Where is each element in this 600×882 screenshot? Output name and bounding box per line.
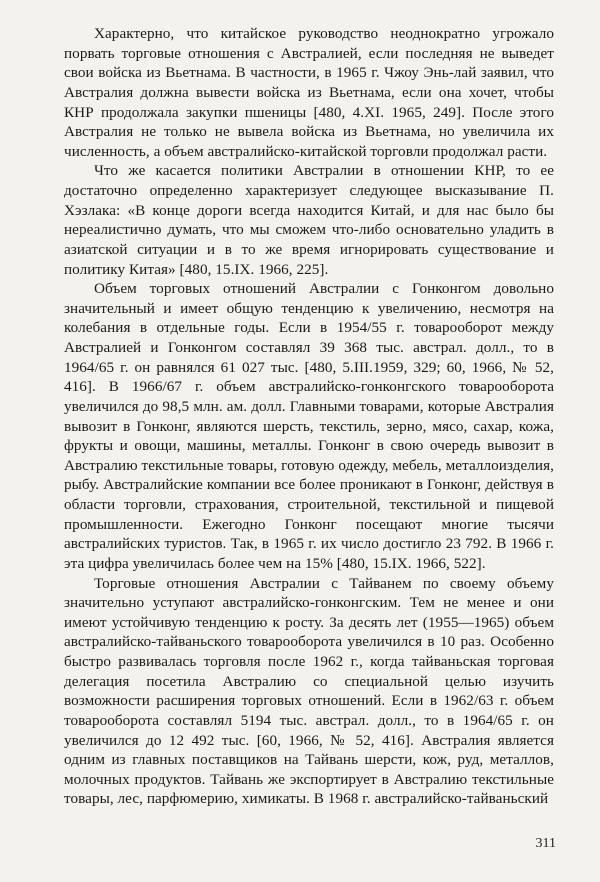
page-body bbox=[64, 24, 554, 809]
paragraph-hong-kong-trade: Объем торговых отношений Австралии с Гонконгом довольно значительный и имеет общую тенденцию к увеличению, несмотря на колебания в отдельные годы. Если в 1954/55 г. товарооборот между Австралией и Гонконгом составлял 39 368 тыс. австрал. долл., то в 1964/65 г. он равнялся 61 027 тыс. [480, 5.III.1959, 329; 60, 1966, № 52, 416]. В 1966/67 г. объем австралийско-гонконгского товарооборота увеличился до 98,5 млн. ам. долл. Главными товарами, которые Австралия вывозит в Гонконг, являются шерсть, текстиль, зерно, мясо, сахар, кожа, фрукты и овощи, машины, металлы. Гонконг в свою очередь вывозит в Австралию текстильные товары, готовую одежду, мебель, металлоизделия, рыбу. Австралийские компании все более проникают в Гонконг, действуя в области торговли, страхования, строительной, текстильной и пищевой промышленности. Ежегодно Гонконг посещают многие тысячи австралийских туристов. Так, в 1965 г. их число достигло 23 792. В 1966 г. эта цифра увеличилась более чем на 15% [480, 15.IX. 1966, 522]. bbox=[64, 280, 554, 572]
paragraph-taiwan-trade: Торговые отношения Австралии с Тайванем по своему объему значительно уступают австралийско-гонконгским. Тем не менее и они имеют устойчивую тенденцию к росту. За десять лет (1955—1965) объем австралийско-тайваньского товарооборота увеличился в 10 раз. Особенно быстро развивалась торговля после 1962 г., когда тайваньская торговая делегация посетила Австралию со специальной целью изучить возможности расширения торговых отношений. Если в 1962/63 г. объем товарооборота составлял 5194 тыс. австрал. долл., то в 1964/65 г. он увеличился до 12 492 тыс. [60, 1966, № 52, 416]. Австралия является одним из главных поставщиков на Тайвань шерсти, кож, руд, металлов, молочных продуктов. Тайвань же экспортирует в Австралию текстильные товары, лес, парфюмерию, химикаты. В 1968 г. австралийско-тайваньский bbox=[64, 574, 554, 808]
paragraph-australia-policy-prc: Что же касается политики Австралии в отношении КНР, то ее достаточно определенно характеризует следующее высказывание П. Хэзлака: «В конце дороги всегда находится Китай, и для нас было бы нереалистично думать, что мы сможем что-либо основательно уладить в азиатской ситуации и в то же время игнорировать существование и политику Китая» [480, 15.IX. 1966, 225]. bbox=[64, 162, 554, 278]
paragraph-china-trade: Характерно, что китайское руководство неоднократно угрожало порвать торговые отношения с Австралией, если последняя не выведет свои войска из Вьетнама. В частности, в 1965 г. Чжоу Энь-лай заявил, что Австралия должна вывести войска из Вьетнама, если она хочет, чтобы КНР продолжала закупки пшеницы [480, 4.XI. 1965, 249]. После этого Австралия не только не вывела войска из Вьетнама, но увеличила их численность, а объем австралийско-китайской торговли продолжал расти. bbox=[64, 25, 554, 160]
page-number: 311 bbox=[535, 836, 556, 851]
